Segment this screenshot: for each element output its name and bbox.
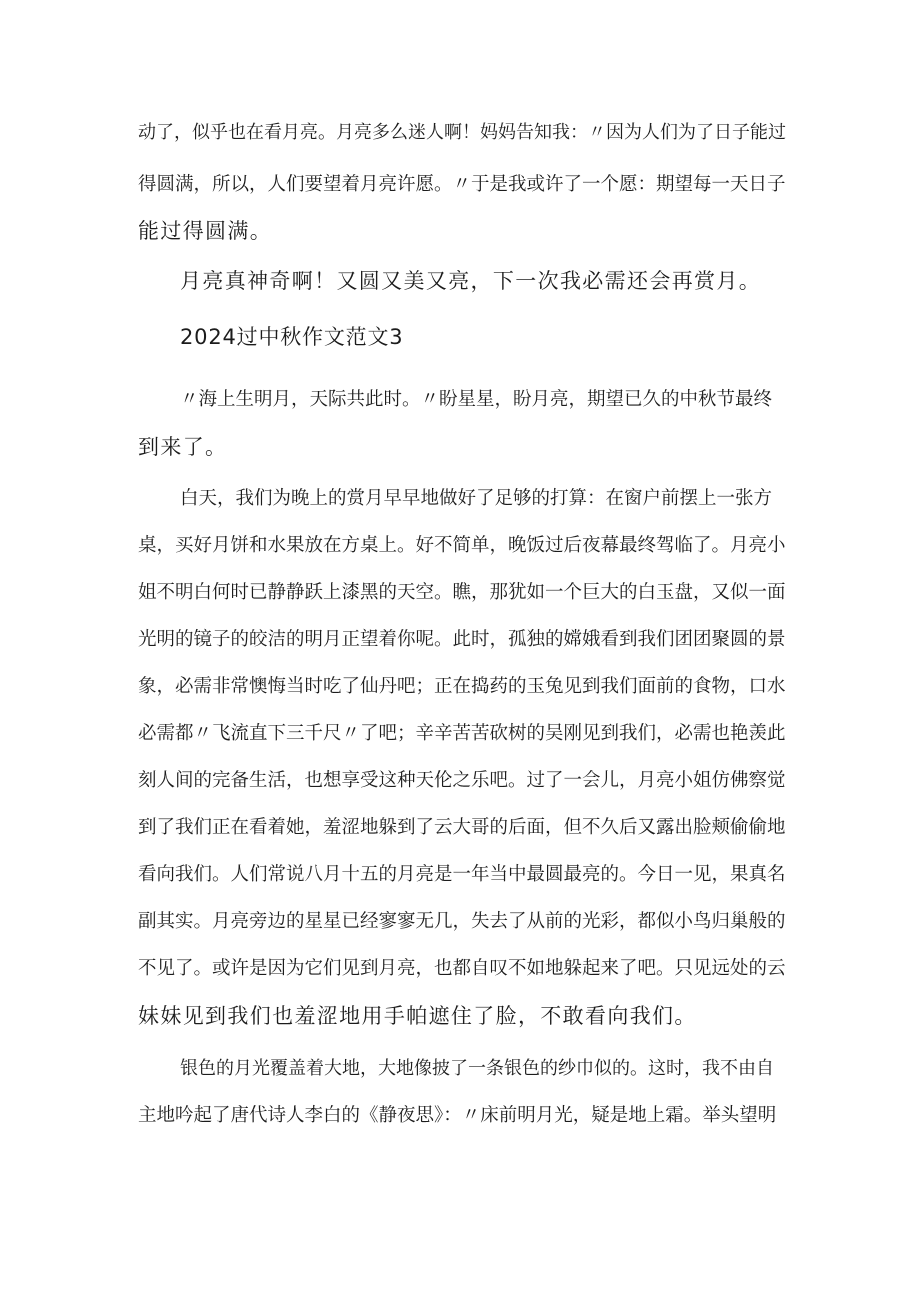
- paragraph-4-line-12: 妹妹见到我们也羞涩地用手帕遮住了脸，不敢看向我们。: [138, 1004, 697, 1028]
- paragraph-4-line-2: 桌，买好月饼和水果放在方桌上。好不简单，晚饭过后夜幕最终驾临了。月亮小: [138, 535, 786, 556]
- paragraph-4-line-11: 不见了。或许是因为它们见到月亮，也都自叹不如地躲起来了吧。只见远处的云: [138, 958, 786, 979]
- paragraph-4-line-10: 副其实。月亮旁边的星星已经寥寥无几，失去了从前的光彩，都似小鸟归巢般的: [138, 911, 786, 932]
- paragraph-4-line-9: 看向我们。人们常说八月十五的月亮是一年当中最圆最亮的。今日一见，果真名: [138, 864, 786, 885]
- paragraph-1-line-2: 得圆满，所以，人们要望着月亮许愿。〃于是我或许了一个愿：期望每一天日子: [138, 174, 786, 195]
- paragraph-4-line-4: 光明的镜子的皎洁的明月正望着你呢。此时，孤独的嫦娥看到我们团团聚圆的景: [138, 629, 786, 650]
- section-heading: 2024过中秋作文范文3: [180, 325, 404, 349]
- paragraph-4-line-6: 必需都〃飞流直下三千尺〃了吧；辛辛苦苦砍树的吴刚见到我们，必需也艳羡此: [138, 723, 786, 744]
- paragraph-2-line-1: 月亮真神奇啊！又圆又美又亮，下一次我必需还会再赏月。: [180, 269, 762, 293]
- paragraph-4-line-3: 姐不明白何时已静静跃上漆黑的天空。瞧，那犹如一个巨大的白玉盘，又似一面: [138, 582, 786, 603]
- paragraph-1-line-1: 动了，似乎也在看月亮。月亮多么迷人啊！妈妈告知我：〃因为人们为了日子能过: [138, 122, 786, 143]
- paragraph-5-line-1: 银色的月光覆盖着大地，大地像披了一条银色的纱巾似的。这时，我不由自: [180, 1058, 774, 1079]
- paragraph-4-line-8: 到了我们正在看着她，羞涩地躲到了云大哥的后面，但不久后又露出脸颊偷偷地: [138, 817, 786, 838]
- paragraph-3-line-2: 到来了。: [138, 435, 228, 459]
- paragraph-4-line-7: 刻人间的完备生活，也想享受这种天伦之乐吧。过了一会儿，月亮小姐仿佛察觉: [138, 770, 786, 791]
- paragraph-3-line-1: 〃海上生明月，天际共此时。〃盼星星，盼月亮，期望已久的中秋节最终: [180, 389, 773, 410]
- paragraph-1-line-3: 能过得圆满。: [138, 219, 273, 243]
- paragraph-5-line-2: 主地吟起了唐代诗人李白的《静夜思》：〃床前明月光，疑是地上霜。举头望明: [138, 1105, 777, 1126]
- paragraph-4-line-1: 白天，我们为晚上的赏月早早地做好了足够的打算：在窗户前摆上一张方: [180, 488, 773, 509]
- paragraph-4-line-5: 象，必需非常懊悔当时吃了仙丹吧；正在捣药的玉兔见到我们面前的食物，口水: [138, 676, 786, 697]
